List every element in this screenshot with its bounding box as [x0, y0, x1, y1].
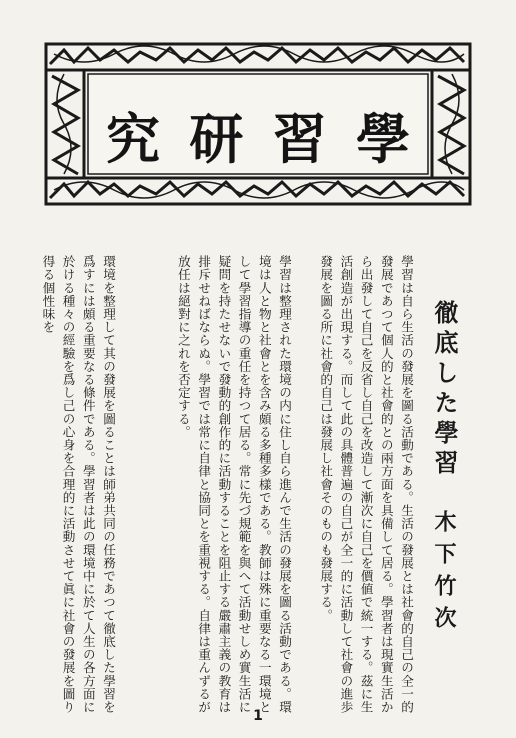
page-number: 1	[253, 708, 263, 724]
paragraph-3-text: 環境を整理して其の發展を圖ることは師弟共同の任務であつて徹底した學習を爲すには頗る重要なる條件である。學習者は此の環境中に於て人生の各方面に於ける種々の經驗を爲し己の心身を合理的に活動させて眞に社會の發展を圖り得る個性味を	[40, 255, 116, 714]
banner-char-4: 究	[106, 108, 160, 171]
article-title: 徹底した學習	[430, 300, 459, 480]
paragraph-2	[124, 255, 294, 725]
banner-char-1: 學	[355, 108, 410, 171]
header-banner	[44, 40, 472, 208]
paragraph-3	[32, 255, 118, 725]
banner-char-3: 研	[189, 108, 244, 171]
banner-title	[106, 102, 410, 178]
article-author: 木下竹次	[431, 510, 457, 638]
paragraph-1	[298, 255, 416, 725]
paragraph-1-text: 學習は自ら生活の發展を圖る活動である。生活の發展とは社會的自己の全一的發展であつて個人的と社會的との兩方面を具備して居る。學習者は現實生活から出發して自己を反省し自己を改造して漸次に自己を價値で統一する。茲に生活創造が出現する。而して此の具體普遍の自己が全一的に活動して社會の進歩發展を圖る所に社會的自己は發展し社會そのものも發展する。	[318, 255, 414, 714]
paragraph-2-text: 學習は整理された環境の内に住し自ら進んで生活の發展を圖る活動である。環境は人と物と社會とを含み頗る多種多樣である。教師は殊に重要なる一環境として學習指導の重任を持つて居る。常に先づ規範を與へて活動せしめ實生活に疑問を持たせないで發動的創作的に活動することを阻止する嚴肅主義の教育は排斥せねばならぬ。學習では常に自律と協同とを重視する。自律は重んずるが放任は絕對に之れを否定する。	[175, 255, 292, 714]
banner-char-2: 習	[272, 108, 327, 171]
